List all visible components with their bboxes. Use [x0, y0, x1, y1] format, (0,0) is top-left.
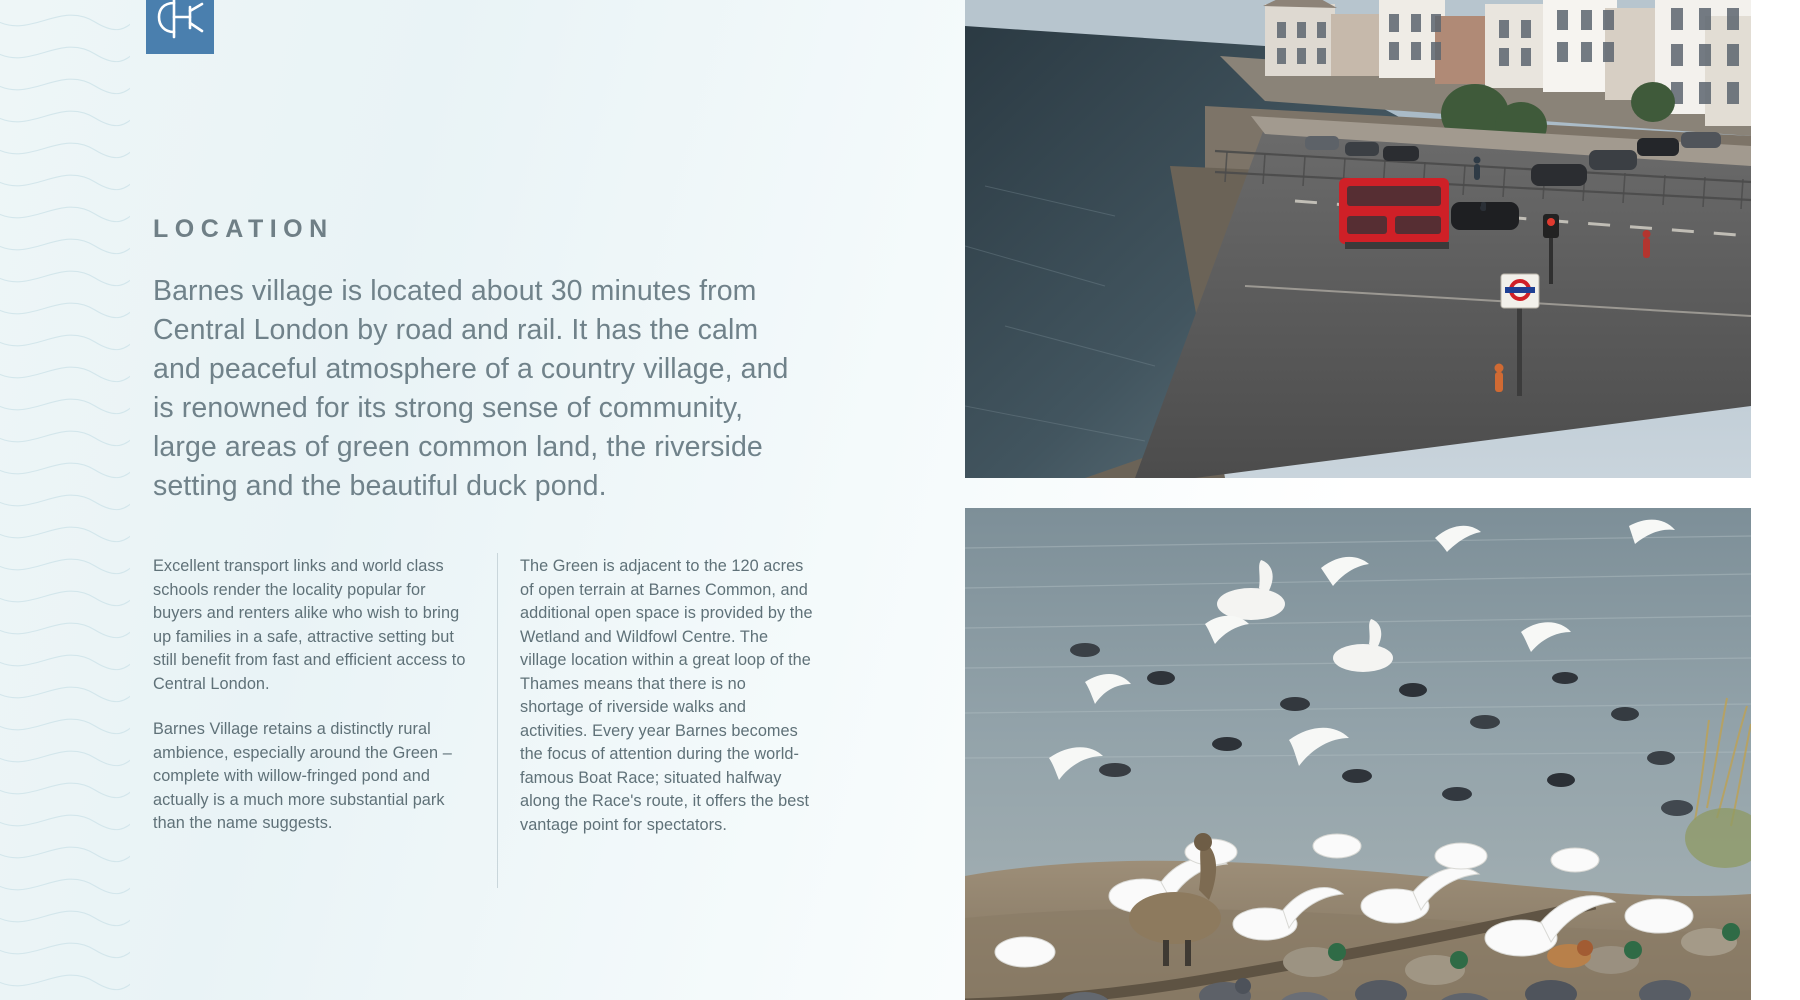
monogram-glyph [154, 0, 206, 41]
barnes-riverside-terrace-photo [965, 0, 1751, 478]
location-section [153, 215, 793, 506]
paragraph: Excellent transport links and world class schools render the locality popular for buyers and renters alike who wish to bring up families in a safe, attractive setting but still benefit from fast and efficient access to Central London. [153, 557, 466, 693]
body-column-right [498, 555, 843, 837]
body-columns [153, 555, 843, 837]
paragraph: Barnes Village retains a distinctly rural ambience, especially around the Green – complete with willow-fringed pond and actually is a much more substantial park than the name suggests. [153, 720, 452, 832]
company-monogram-logo [146, 0, 214, 54]
double-decker-bus-graphic [1339, 178, 1449, 249]
paragraph: The Green is adjacent to the 120 acres of open terrain at Barnes Common, and additional open space is provided by the Wetland and Wildfowl Centre. The village location within a great loop of the Thames means that there is no shortage of riverside walks and activities. Every year Barnes becomes the focus of attention during the world-famous Boat Race; situated halfway along the Race's route, it offers the best vantage point for spectators. [520, 557, 813, 834]
decorative-wave-lines [0, 0, 130, 1000]
barnes-pond-birds-photo [965, 508, 1751, 1000]
section-lede: Barnes village is located about 30 minutes from Central London by road and rail. It has the calm and peaceful atmosphere of a country village, and is renowned for its strong sense of community, large areas of green common land, the riverside setting and the beautiful duck pond. [153, 275, 789, 502]
page-title: LOCATION [153, 215, 334, 243]
body-column-left [153, 555, 498, 837]
